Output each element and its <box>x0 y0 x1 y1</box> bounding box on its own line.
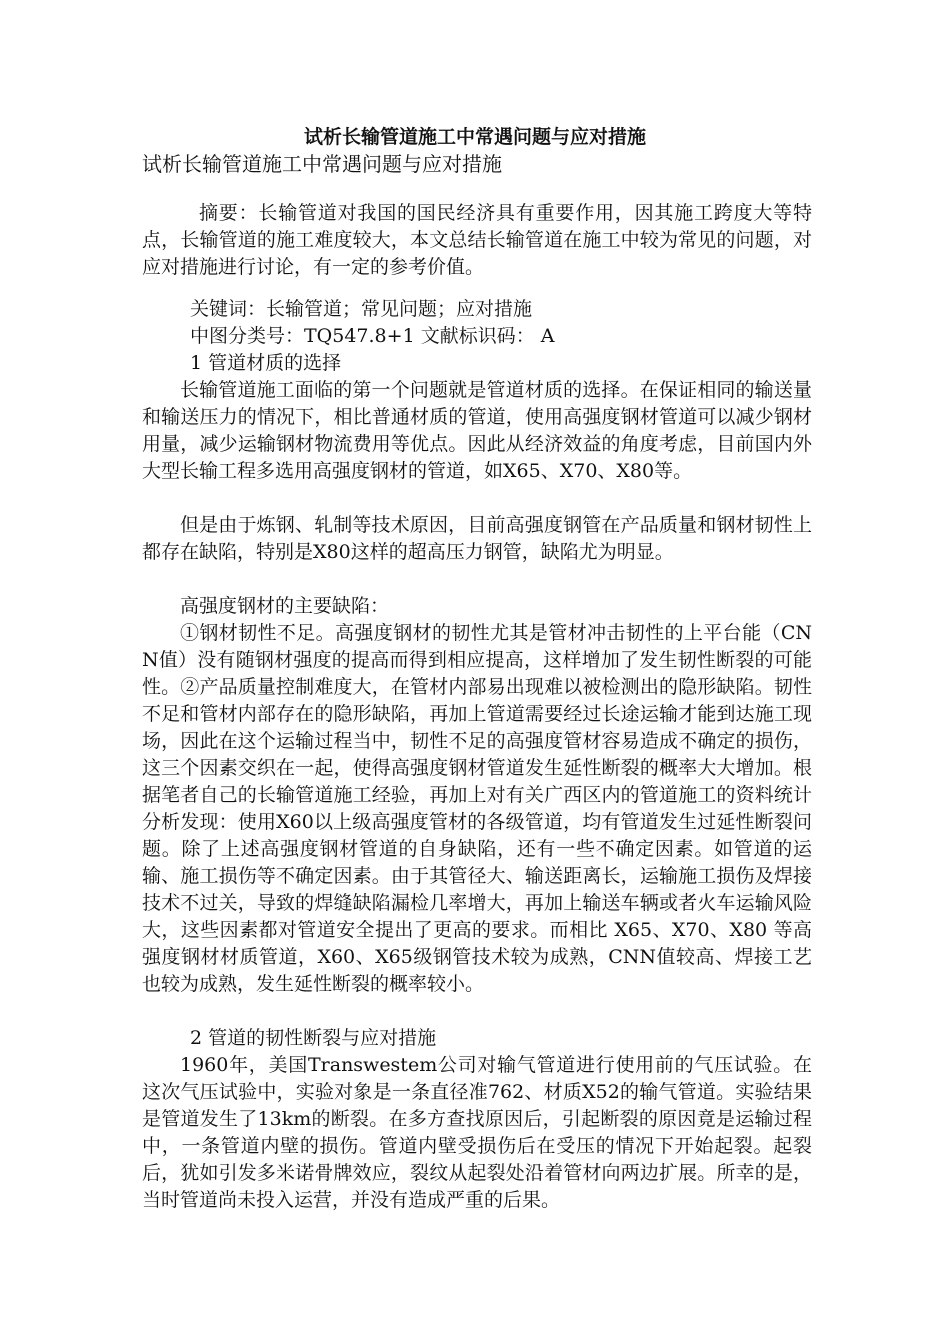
paragraph-5: 1960年，美国Transwestem公司对输气管道进行使用前的气压试验。在这次气压试验中，实验对象是一条直径准762、材质X52的输气管道。实验结果是管道发生了13km的断裂。在多方查找原因后，引起断裂的原因竟是运输过程中，一条管道内壁的损伤。管道内壁受损伤后在受压的情况下开始起裂。起裂后，犹如引发多米诺骨牌效应，裂纹从起裂处沿着管材向两边扩展。所幸的是，当时管道尚未投入运营，并没有造成严重的后果。 <box>142 1054 812 1211</box>
paragraph-1: 长输管道施工面临的第一个问题就是管道材质的选择。在保证相同的输送量和输送压力的情况下，相比普通材质的管道，使用高强度钢材管道可以减少钢材用量，减少运输钢材物流费用等优点。因此从经济效益的角度考虑，目前国内外大型长输工程多选用高强度钢材的管道，如X65、X70、X80等。 <box>142 379 812 482</box>
keywords-line: 关键词：长输管道；常见问题；应对措施 <box>190 298 533 320</box>
classification-line: 中图分类号：TQ547.8+1 文献标识码： A <box>190 325 555 347</box>
paragraph-4: ①钢材韧性不足。高强度钢材的韧性尤其是管材冲击韧性的上平台能（CNN值）没有随钢材强度的提高而得到相应提高，这样增加了发生韧性断裂的可能性。②产品质量控制难度大，在管材内部易出现难以被检测出的隐形缺陷。韧性不足和管材内部存在的隐形缺陷，再加上管道需要经过长途运输才能到达施工现场，因此在这个运输过程当中，韧性不足的高强度管材容易造成不确定的损伤，这三个因素交织在一起，使得高强度钢材管道发生延性断裂的概率大大增加。根据笔者自己的长输管道施工经验，再加上对有关广西区内的管道施工的资料统计分析发现：使用X60以上级高强度管材的各级管道，均有管道发生过延性断裂问题。除了上述高强度钢材管道的自身缺陷，还有一些不确定因素。如管道的运输、施工损伤等不确定因素。由于其管径大、输送距离长，运输施工损伤及焊接技术不过关，导致的焊缝缺陷漏检几率增大，再加上输送车辆或者火车运输风险大，这些因素都对管道安全提出了更高的要求。而相比 X65、X70、X80 等高强度钢材材质管道，X60、X65级钢管技术较为成熟，CNN值较高、焊接工艺也较为成熟，发生延性断裂的概率较小。 <box>142 622 812 995</box>
paragraph-2: 但是由于炼钢、轧制等技术原因，目前高强度钢管在产品质量和钢材韧性上都存在缺陷，特别是X80这样的超高压力钢管，缺陷尤为明显。 <box>142 514 812 563</box>
document-title: 试析长输管道施工中常遇问题与应对措施 <box>303 126 646 148</box>
section-1-heading: 1 管道材质的选择 <box>190 352 342 374</box>
abstract-paragraph: 摘要：长输管道对我国的国民经济具有重要作用，因其施工跨度大等特点，长输管道的施工难度较大，本文总结长输管道在施工中较为常见的问题，对应对措施进行讨论，有一定的参考价值。 <box>142 202 812 278</box>
paragraph-3: 高强度钢材的主要缺陷： <box>180 595 390 617</box>
document-subtitle: 试析长输管道施工中常遇问题与应对措施 <box>142 152 502 176</box>
section-2-heading: 2 管道的韧性断裂与应对措施 <box>190 1027 437 1049</box>
